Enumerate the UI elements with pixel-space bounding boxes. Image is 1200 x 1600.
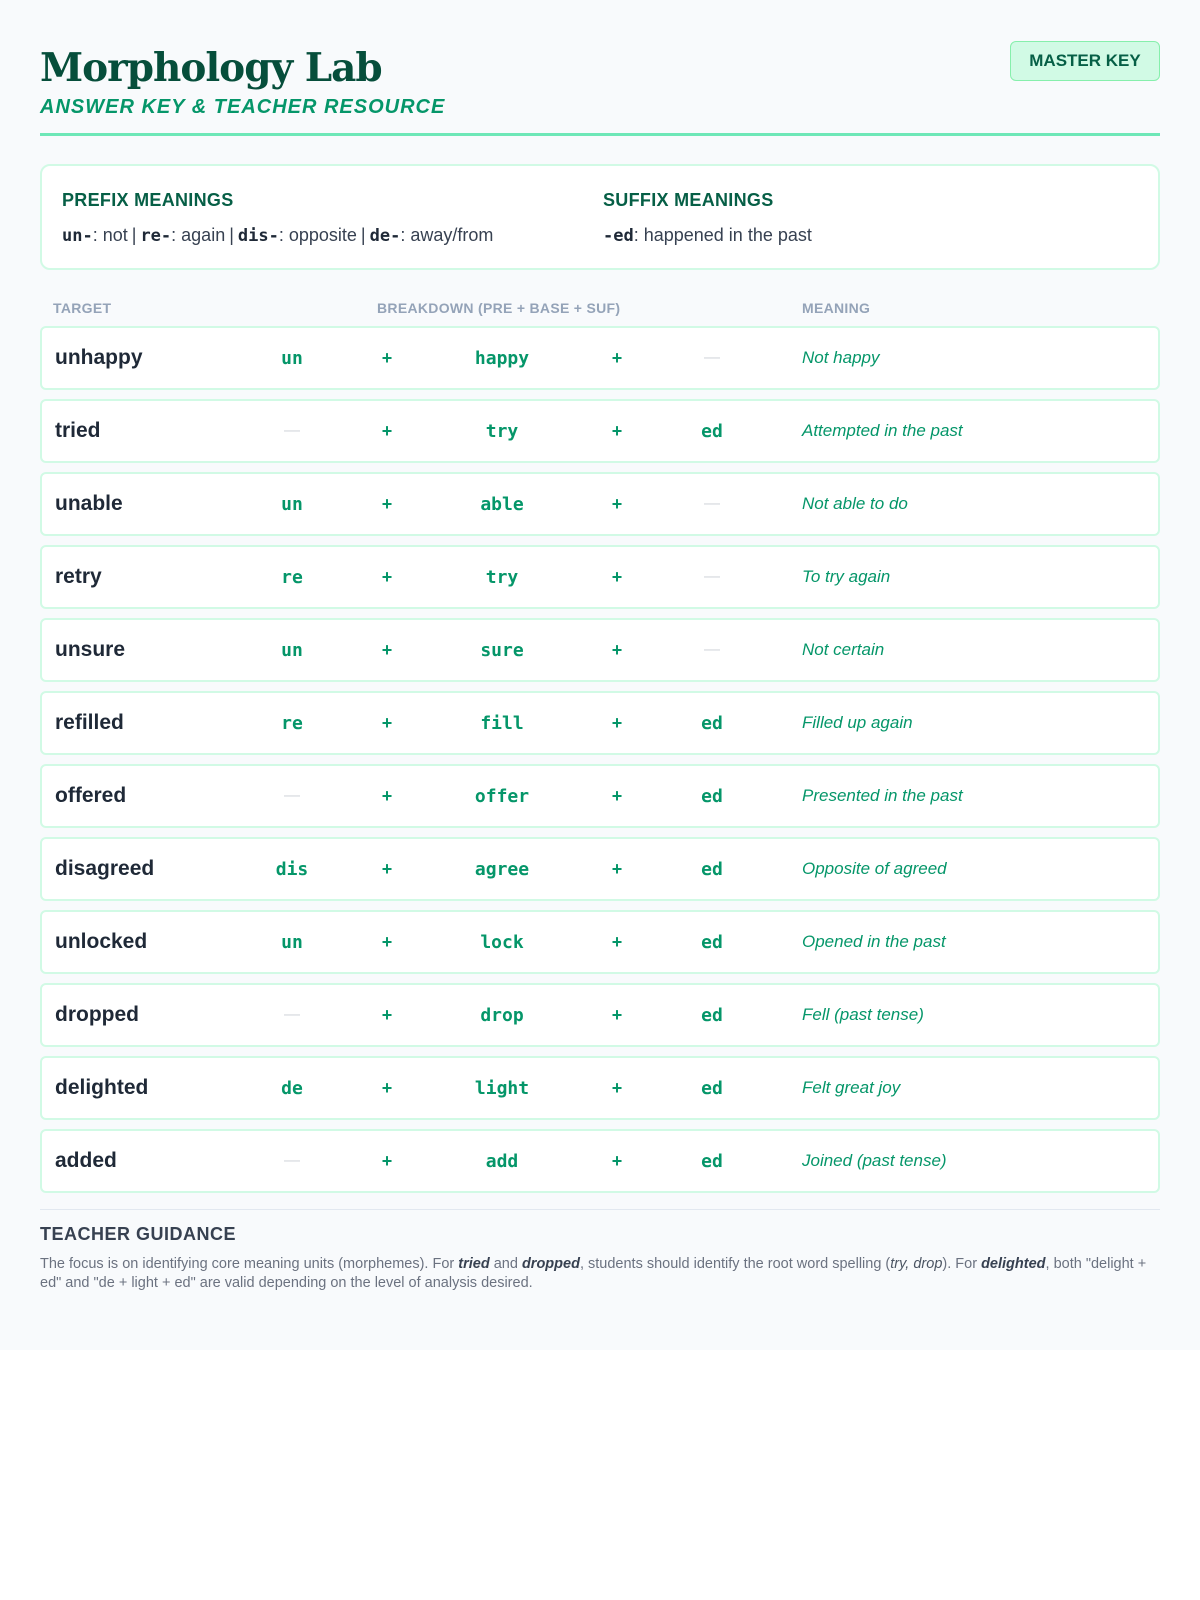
meaning-cell: Not able to do xyxy=(802,494,908,513)
suffix-cell: ed xyxy=(701,785,723,807)
plus-sign: + xyxy=(381,1004,393,1025)
base-cell: happy xyxy=(474,347,530,369)
page-subtitle: ANSWER KEY & TEACHER RESOURCE xyxy=(40,96,446,118)
prefix-cell: de xyxy=(281,1077,303,1099)
table-row xyxy=(40,910,1160,974)
guidance-part: try, drop xyxy=(890,1256,943,1272)
table-row xyxy=(40,326,1160,390)
meaning-cell: Not happy xyxy=(802,348,880,367)
plus-sign: + xyxy=(611,347,623,368)
plus-sign: + xyxy=(611,931,623,952)
meaning-cell: To try again xyxy=(802,567,891,586)
plus-sign: + xyxy=(381,931,393,952)
suffix-cell: ed xyxy=(701,420,723,442)
guidance-part: and xyxy=(489,1256,522,1272)
suffix-cell-empty: — xyxy=(704,568,720,585)
meaning-cell: Not certain xyxy=(802,640,885,659)
target-word: unable xyxy=(55,492,123,515)
prefix-cell-empty: — xyxy=(284,1152,300,1169)
plus-sign: + xyxy=(381,347,393,368)
column-header-target: TARGET xyxy=(53,300,112,316)
column-header-breakdown: BREAKDOWN (PRE + BASE + SUF) xyxy=(377,300,621,316)
prefix-meaning: : again xyxy=(171,225,226,245)
meaning-cell: Presented in the past xyxy=(802,786,963,805)
prefix-code: dis- xyxy=(237,226,279,246)
page-title: Morphology Lab xyxy=(40,45,382,91)
page-header xyxy=(40,0,1160,136)
meaning-cell: Joined (past tense) xyxy=(802,1151,947,1170)
plus-sign: + xyxy=(611,566,623,587)
meaning-cell: Filled up again xyxy=(802,713,913,732)
prefix-code: un- xyxy=(62,226,93,246)
prefix-cell-empty: — xyxy=(284,1006,300,1023)
guidance-part: tried xyxy=(458,1256,490,1272)
table-header xyxy=(40,270,1160,326)
base-cell: drop xyxy=(480,1004,524,1026)
target-word: unsure xyxy=(55,638,126,661)
guidance-part: , students should identify the root word spelling ( xyxy=(579,1256,891,1272)
guidance-part: dropped xyxy=(521,1256,580,1272)
plus-sign: + xyxy=(611,785,623,806)
suffix-cell: ed xyxy=(701,1004,723,1026)
suffix-cell: ed xyxy=(701,1150,723,1172)
plus-sign: + xyxy=(381,1077,393,1098)
prefix-cell: un xyxy=(281,639,303,661)
prefix-meaning: : opposite xyxy=(278,225,357,245)
column-header-meaning: MEANING xyxy=(802,300,871,316)
guidance-part: delighted xyxy=(981,1256,1046,1272)
suffix-cell: ed xyxy=(701,712,723,734)
table-row xyxy=(40,545,1160,609)
prefix-cell: re xyxy=(281,566,303,588)
plus-sign: + xyxy=(611,712,623,733)
meaning-cell: Attempted in the past xyxy=(802,421,963,440)
table-row xyxy=(40,399,1160,463)
suffix-cell: ed xyxy=(701,858,723,880)
plus-sign: + xyxy=(381,1150,393,1171)
prefix-list xyxy=(62,225,493,246)
plus-sign: + xyxy=(381,420,393,441)
target-word: disagreed xyxy=(55,857,155,880)
word-table xyxy=(40,326,1160,1193)
prefix-cell: re xyxy=(281,712,303,734)
target-word: retry xyxy=(55,565,102,588)
meaning-cell: Opposite of agreed xyxy=(802,859,947,878)
plus-sign: + xyxy=(611,858,623,879)
target-word: added xyxy=(55,1149,117,1172)
suffix-cell-empty: — xyxy=(704,349,720,366)
master-key-badge: MASTER KEY xyxy=(1010,41,1160,81)
base-cell: try xyxy=(485,566,519,588)
target-word: unhappy xyxy=(55,346,143,369)
target-word: delighted xyxy=(55,1076,149,1099)
suffix-legend xyxy=(603,190,812,246)
base-cell: lock xyxy=(480,931,524,953)
prefix-cell: un xyxy=(281,931,303,953)
meaning-cell: Fell (past tense) xyxy=(802,1005,924,1024)
plus-sign: + xyxy=(611,1150,623,1171)
table-row xyxy=(40,1129,1160,1193)
plus-sign: + xyxy=(611,1004,623,1025)
base-cell: fill xyxy=(480,712,524,734)
table-row xyxy=(40,472,1160,536)
plus-sign: + xyxy=(611,1077,623,1098)
suffix-list xyxy=(603,225,812,246)
plus-sign: + xyxy=(381,639,393,660)
guidance-part: The focus is on identifying core meaning units (morphemes). For xyxy=(40,1256,459,1272)
table-row xyxy=(40,764,1160,828)
prefix-cell: un xyxy=(281,493,303,515)
prefix-cell-empty: — xyxy=(284,422,300,439)
target-word: refilled xyxy=(55,711,124,734)
suffix-code: -ed xyxy=(603,226,634,246)
plus-sign: + xyxy=(381,493,393,514)
prefix-cell: un xyxy=(281,347,303,369)
plus-sign: + xyxy=(381,712,393,733)
target-word: unlocked xyxy=(55,930,148,953)
prefix-legend-title: PREFIX MEANINGS xyxy=(62,190,234,210)
guidance-part: , both "delight + ed" and "de + light + ed" are valid depending on the level of analysis desired. xyxy=(40,1256,1147,1291)
base-cell: sure xyxy=(480,639,524,661)
suffix-legend-title: SUFFIX MEANINGS xyxy=(603,190,774,210)
base-cell: offer xyxy=(474,785,530,807)
table-row xyxy=(40,618,1160,682)
meaning-cell: Felt great joy xyxy=(802,1078,901,1097)
affix-legend xyxy=(40,164,1160,270)
base-cell: add xyxy=(485,1150,519,1172)
prefix-cell-empty: — xyxy=(284,787,300,804)
base-cell: able xyxy=(480,493,524,515)
target-word: dropped xyxy=(55,1003,139,1026)
prefix-code: re- xyxy=(140,226,172,246)
table-row xyxy=(40,1056,1160,1120)
teacher-guidance xyxy=(40,1209,1160,1293)
suffix-cell: ed xyxy=(701,1077,723,1099)
prefix-code: de- xyxy=(369,226,401,246)
plus-sign: + xyxy=(611,493,623,514)
base-cell: light xyxy=(474,1077,530,1099)
table-row xyxy=(40,837,1160,901)
suffix-cell: ed xyxy=(701,931,723,953)
legend-separator: | xyxy=(131,225,137,245)
guidance-part: ). For xyxy=(942,1256,982,1272)
base-cell: agree xyxy=(474,858,530,880)
table-row xyxy=(40,691,1160,755)
table-row xyxy=(40,983,1160,1047)
suffix-cell-empty: — xyxy=(704,641,720,658)
suffix-meaning: : happened in the past xyxy=(633,225,812,245)
plus-sign: + xyxy=(381,858,393,879)
target-word: offered xyxy=(55,784,127,807)
prefix-legend xyxy=(62,190,493,246)
legend-separator: | xyxy=(360,225,366,245)
target-word: tried xyxy=(55,419,101,442)
guidance-text xyxy=(40,1255,1160,1293)
plus-sign: + xyxy=(611,420,623,441)
suffix-cell-empty: — xyxy=(704,495,720,512)
plus-sign: + xyxy=(381,566,393,587)
guidance-title: TEACHER GUIDANCE xyxy=(40,1224,237,1244)
prefix-meaning: : not xyxy=(92,225,128,245)
legend-separator: | xyxy=(229,225,234,245)
meaning-cell: Opened in the past xyxy=(802,932,946,951)
prefix-meaning: : away/from xyxy=(400,225,494,245)
plus-sign: + xyxy=(611,639,623,660)
prefix-cell: dis xyxy=(275,858,309,880)
base-cell: try xyxy=(485,420,519,442)
plus-sign: + xyxy=(381,785,393,806)
